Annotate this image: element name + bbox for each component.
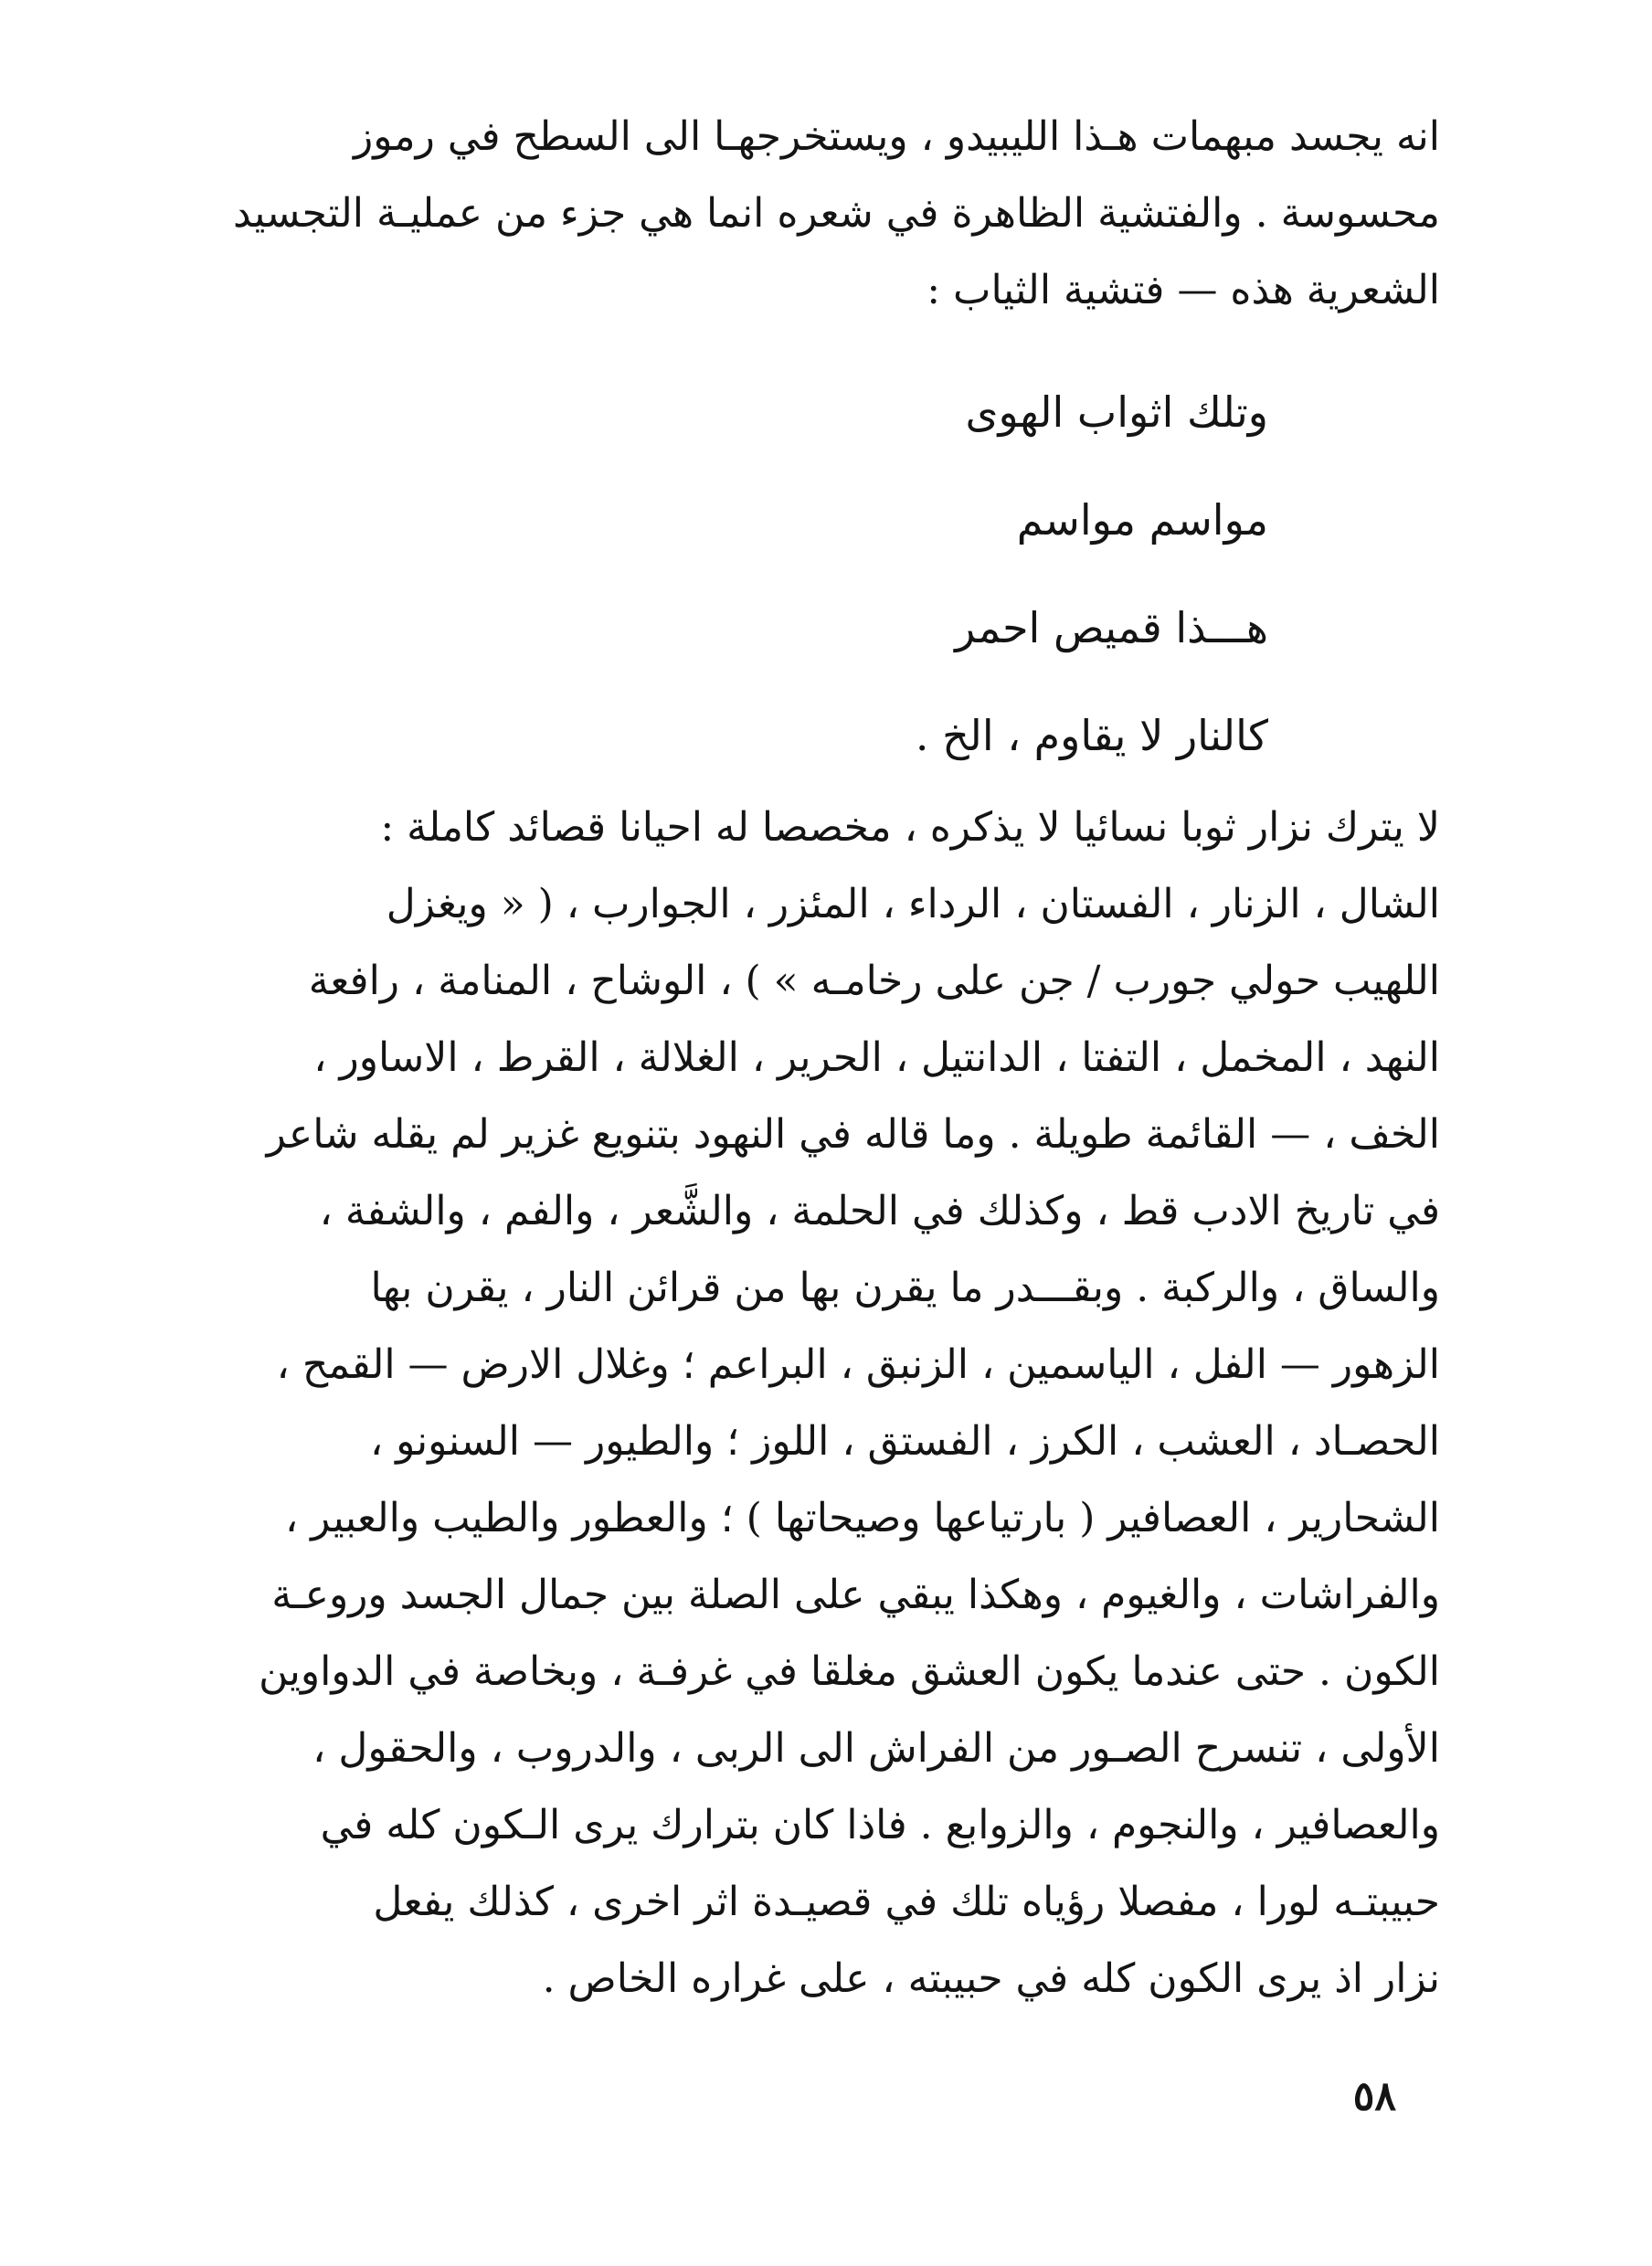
verse-line: مواسم مواسم (1016, 495, 1268, 545)
text-line: الشال ، الزنار ، الفستان ، الرداء ، المئزر ، الجوارب ، ( « ويغزل (386, 881, 1440, 927)
verse-line: وتلك اثواب الهوى (965, 387, 1268, 437)
text-line: لا يترك نزار ثوبا نسائيا لا يذكره ، مخصصا له احيانا قصائد كاملة : (380, 804, 1440, 851)
text-line: الزهور — الفل ، الياسمين ، الزنبق ، البراعم ؛ وغلال الارض — القمح ، (276, 1341, 1440, 1388)
poem-excerpt (574, 358, 1268, 789)
text-line: في تاريخ الادب قط ، وكذلك في الحلمة ، والشَّعر ، والفم ، والشفة ، (319, 1188, 1440, 1234)
text-line: الحصـاد ، العشب ، الكرز ، الفستق ، اللوز ؛ والطيور — السنونو ، (369, 1418, 1440, 1465)
text-line: والفراشات ، والغيوم ، وهكذا يبقي على الصلة بين جمال الجسد وروعـة (271, 1572, 1440, 1618)
verse-line: هـــذا قميص احمر (955, 603, 1268, 652)
text-line: الكون . حتى عندما يكون العشق مغلقا في غرفـة ، وبخاصة في الدواوين (259, 1648, 1440, 1695)
page-number: ٥٨ (1352, 2073, 1396, 2120)
text-line: الخف ، — القائمة طويلة . وما قاله في النهود بتنويع غزير لم يقله شاعر (266, 1111, 1440, 1158)
text-line: الأولى ، تنسرح الصـور من الفراش الى الربى ، والدروب ، والحقول ، (312, 1725, 1440, 1772)
paragraph-2 (219, 789, 1440, 2017)
text-line: الشعرية هذه — فتشية الثياب : (927, 267, 1440, 313)
text-line: محسوسة . والفتشية الظاهرة في شعره انما هي جزء من عمليـة التجسيد (233, 190, 1440, 237)
text-line: حبيبتـه لورا ، مفصلا رؤياه تلك في قصيـدة اثر اخرى ، كذلك يفعل (373, 1879, 1440, 1925)
text-line: والعصافير ، والنجوم ، والزوابع . فاذا كان بترارك يرى الـكون كله في (320, 1802, 1440, 1848)
text-line: النهد ، المخمل ، التفتا ، الدانتيل ، الحرير ، الغلالة ، القرط ، الاساور ، (313, 1034, 1440, 1081)
text-line: والساق ، والركبة . وبقـــدر ما يقرن بها من قرائن النار ، يقرن بها (370, 1265, 1440, 1311)
paragraph-1 (219, 99, 1440, 329)
text-line: الشحارير ، العصافير ( بارتياعها وصيحاتها ) ؛ والعطور والطيب والعبير ، (284, 1495, 1440, 1541)
text-line: نزار اذ يرى الكون كله في حبيبته ، على غراره الخاص . (542, 1955, 1440, 2002)
text-line: اللهيب حولي جورب / جن على رخامـه » ) ، الوشاح ، المنامة ، رافعة (308, 958, 1440, 1004)
text-line: انه يجسد مبهمات هـذا الليبيدو ، ويستخرجهـا الى السطح في رموز (354, 113, 1440, 160)
verse-line: كالنار لا يقاوم ، الخ . (915, 711, 1268, 760)
